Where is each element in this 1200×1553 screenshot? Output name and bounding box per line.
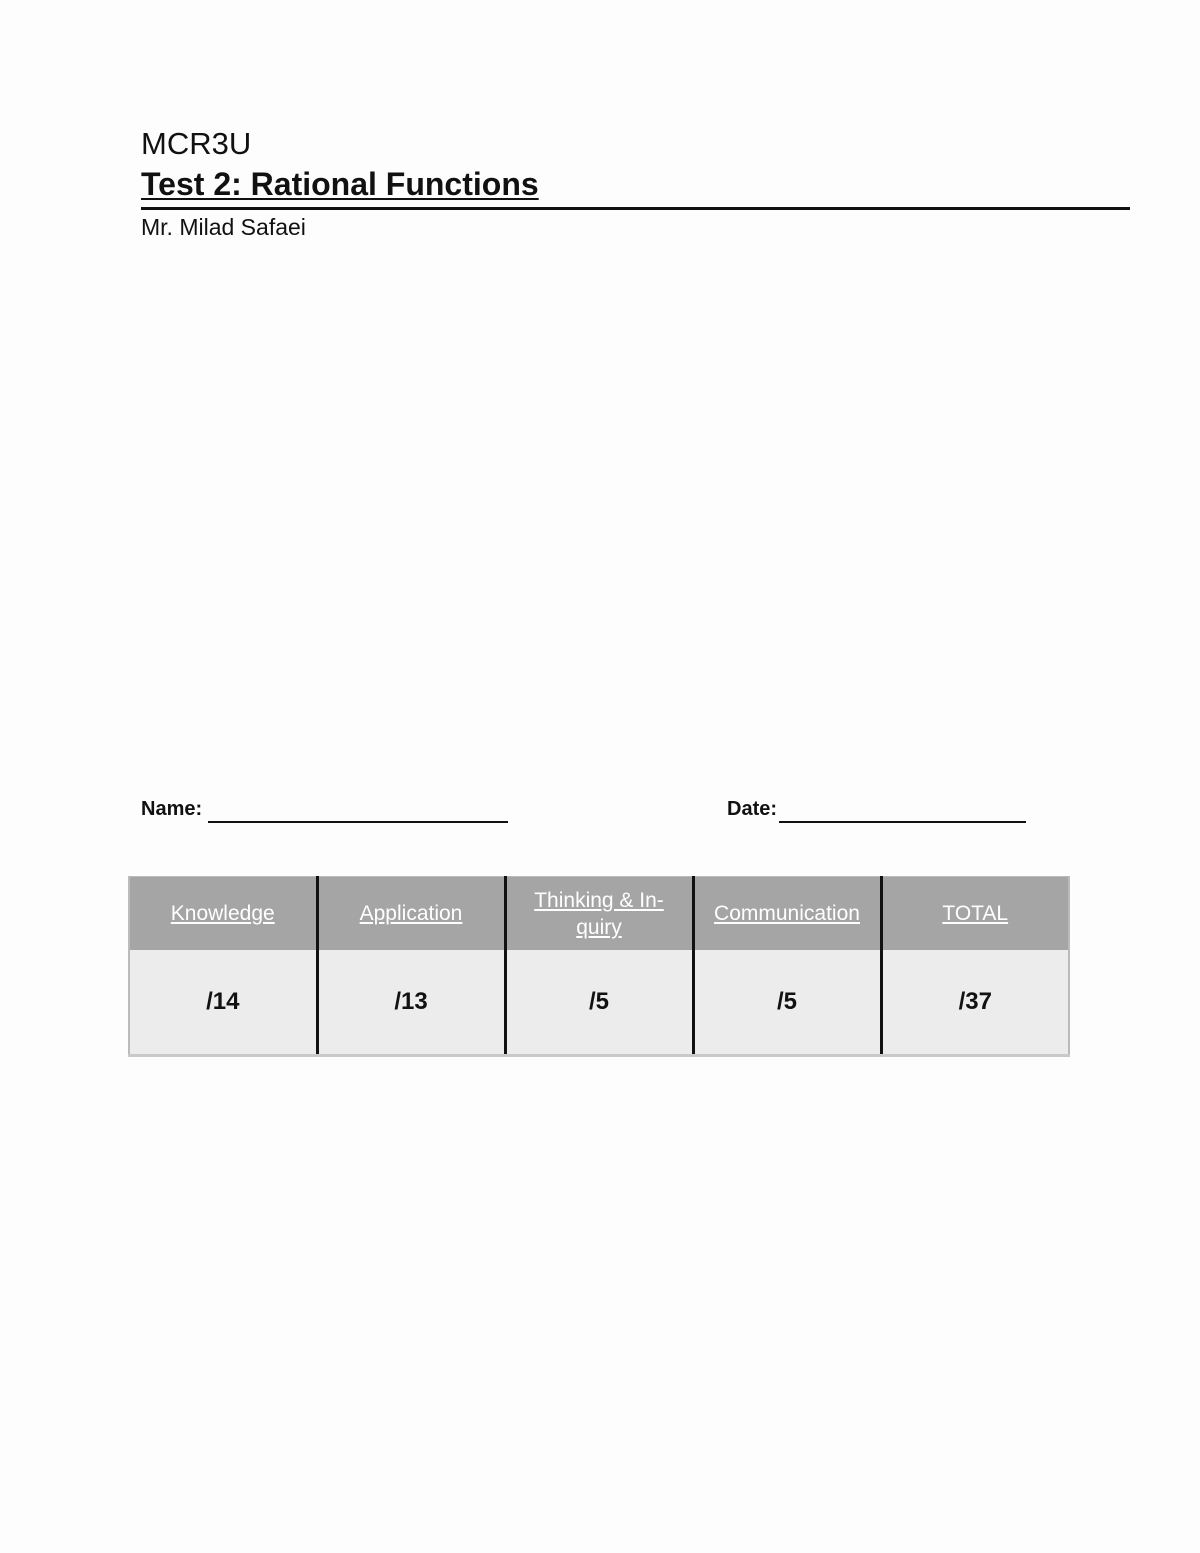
name-label: Name: [141,798,203,820]
score-application: /13 [317,950,505,1056]
score-total: /37 [881,950,1069,1056]
name-field [141,795,508,823]
marks-header-row [129,877,1069,951]
test-title: Test 2: Rational Functions [141,166,539,202]
header-total: TOTAL [881,877,1069,951]
date-blank-line[interactable] [779,799,1026,823]
date-field [727,795,1026,823]
name-blank-line[interactable] [208,799,508,823]
document-header [141,124,1130,242]
header-thinking-inquiry: Thinking & In-quiry [505,877,693,951]
header-application: Application [317,877,505,951]
marks-score-row [129,950,1069,1056]
header-knowledge: Knowledge [129,877,317,951]
date-label: Date: [727,798,778,820]
score-knowledge: /14 [129,950,317,1056]
title-rule [141,207,1130,210]
header-communication: Communication [693,877,881,951]
marks-table [128,876,1070,1057]
score-thinking-inquiry: /5 [505,950,693,1056]
course-code: MCR3U [141,126,252,161]
score-communication: /5 [693,950,881,1056]
teacher-name: Mr. Milad Safaei [141,214,306,240]
